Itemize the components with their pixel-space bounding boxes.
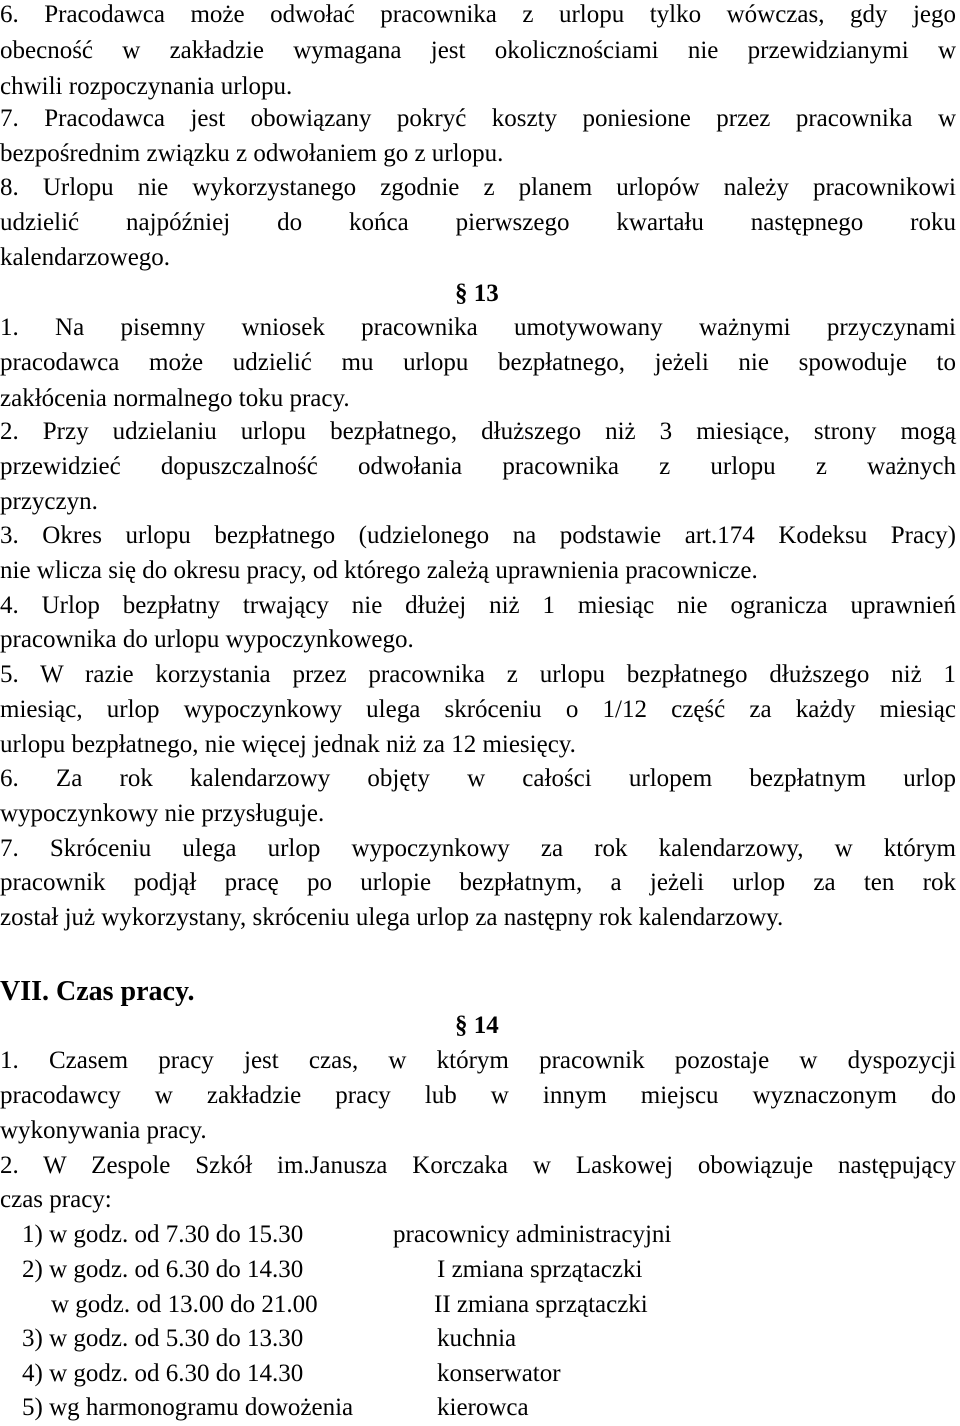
text-line: 1. Czasem pracy jest czas, w którym pracownik pozostaje w dyspozycji [0, 1047, 956, 1074]
text-line: kalendarzowego. [0, 244, 171, 271]
text-line: obecność w zakładzie wymagana jest okolicznościami nie przewidzianymi w [0, 37, 956, 64]
text-line: urlopu bezpłatnego, nie więcej jednak niż za 12 miesięcy. [0, 731, 576, 758]
text-line: pracodawcy w zakładzie pracy lub w innym miejscu wyznaczonym do [0, 1082, 956, 1109]
schedule-time: 5) wg harmonogramu dowożenia [22, 1394, 354, 1421]
text-line: 3. Okres urlopu bezpłatnego (udzielonego na podstawie art.174 Kodeksu Pracy) [0, 522, 956, 549]
schedule-role: II zmiana sprzątaczki [434, 1291, 648, 1318]
schedule-time: 3) w godz. od 5.30 do 13.30 [22, 1325, 304, 1352]
text-line: został już wykorzystany, skróceniu ulega urlop za następny rok kalendarzowy. [0, 904, 784, 931]
text-line: udzielić najpóźniej do końca pierwszego kwartału następnego roku [0, 209, 956, 236]
text-line: 6. Pracodawca może odwołać pracownika z urlopu tylko wówczas, gdy jego [0, 1, 956, 28]
schedule-time: 4) w godz. od 6.30 do 14.30 [22, 1360, 304, 1387]
schedule-time: 2) w godz. od 6.30 do 14.30 [22, 1256, 304, 1283]
text-line: nie wlicza się do okresu pracy, od którego zależą uprawnienia pracownicze. [0, 557, 758, 584]
schedule-time: 1) w godz. od 7.30 do 15.30 [22, 1221, 304, 1248]
text-line: zakłócenia normalnego toku pracy. [0, 385, 350, 412]
text-line: pracownik podjął pracę po urlopie bezpłatnym, a jeżeli urlop za ten rok [0, 869, 956, 896]
text-line: 6. Za rok kalendarzowy objęty w całości urlopem bezpłatnym urlop [0, 765, 956, 792]
chapter-heading: VII. Czas pracy. [0, 976, 195, 1007]
text-line: pracodawca może udzielić mu urlopu bezpłatnego, jeżeli nie spowoduje to [0, 349, 956, 376]
schedule-role: konserwator [437, 1360, 561, 1387]
schedule-role: I zmiana sprzątaczki [437, 1256, 643, 1283]
text-line: 5. W razie korzystania przez pracownika z urlopu bezpłatnego dłuższego niż 1 [0, 661, 956, 688]
text-line: przewidzieć dopuszczalność odwołania pracownika z urlopu z ważnych [0, 453, 956, 480]
text-line: 2. W Zespole Szkół im.Janusza Korczaka w Laskowej obowiązuje następujący [0, 1152, 956, 1179]
text-line: 4. Urlop bezpłatny trwający nie dłużej niż 1 miesiąc nie ogranicza uprawnień [0, 592, 956, 619]
text-line: chwili rozpoczynania urlopu. [0, 73, 293, 100]
text-line: 1. Na pisemny wniosek pracownika umotywowany ważnymi przyczynami [0, 314, 956, 341]
schedule-time: w godz. od 13.00 do 21.00 [51, 1291, 318, 1318]
text-line: wypoczynkowy nie przysługuje. [0, 800, 325, 827]
schedule-role: kierowca [437, 1394, 529, 1421]
section-13-heading: § 13 [455, 280, 499, 307]
text-line: 8. Urlopu nie wykorzystanego zgodnie z planem urlopów należy pracownikowi [0, 174, 956, 201]
text-line: przyczyn. [0, 488, 98, 515]
text-line: bezpośrednim związku z odwołaniem go z urlopu. [0, 140, 504, 167]
text-line: 7. Skróceniu ulega urlop wypoczynkowy za rok kalendarzowy, w którym [0, 835, 956, 862]
text-line: 7. Pracodawca jest obowiązany pokryć koszty poniesione przez pracownika w [0, 105, 956, 132]
schedule-role: pracownicy administracyjni [393, 1221, 672, 1248]
text-line: wykonywania pracy. [0, 1117, 207, 1144]
text-line: czas pracy: [0, 1186, 112, 1213]
text-line: miesiąc, urlop wypoczynkowy ulega skróceniu o 1/12 część za każdy miesiąc [0, 696, 956, 723]
schedule-role: kuchnia [437, 1325, 517, 1352]
section-14-heading: § 14 [455, 1012, 499, 1039]
text-line: pracownika do urlopu wypoczynkowego. [0, 626, 414, 653]
text-line: 2. Przy udzielaniu urlopu bezpłatnego, dłuższego niż 3 miesiące, strony mogą [0, 418, 956, 445]
